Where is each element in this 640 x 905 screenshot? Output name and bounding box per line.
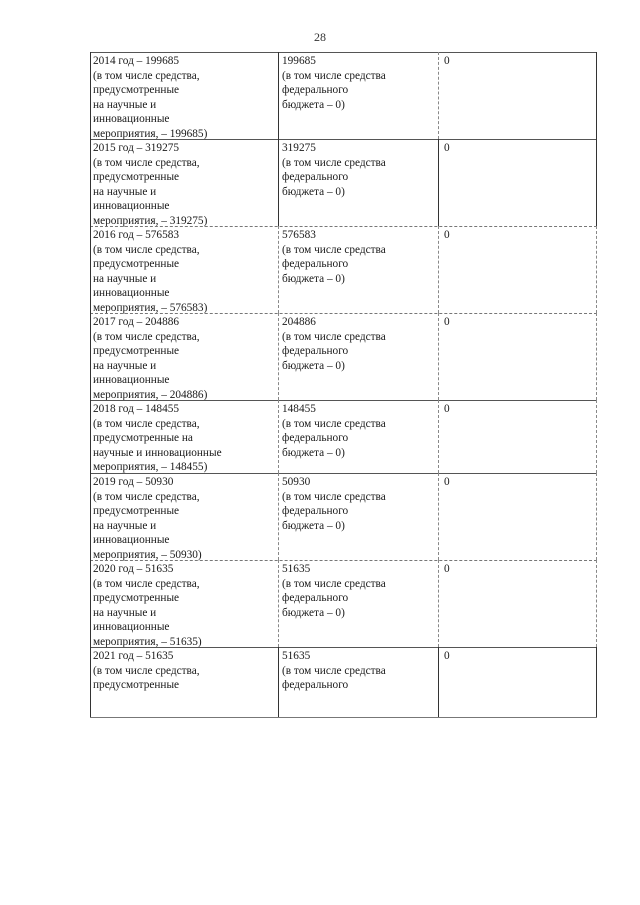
table-border xyxy=(278,226,279,313)
table-row xyxy=(90,226,597,313)
table-border xyxy=(596,226,597,313)
other-cell: 0 xyxy=(444,403,450,415)
federal-cell: 576583 (в том числе средства федерального бюджета – 0) xyxy=(282,229,386,285)
year-total-cell: 2014 год – 199685 (в том числе средства, предусмотренные на научные и инновационные мероприятия, – 199685) xyxy=(93,55,208,140)
table-bottom-border xyxy=(90,717,597,718)
table-border xyxy=(278,313,279,400)
other-cell: 0 xyxy=(444,563,450,575)
table-row xyxy=(90,313,597,400)
table-border xyxy=(438,313,439,400)
other-cell: 0 xyxy=(444,650,450,662)
table-row xyxy=(90,139,597,226)
table-border xyxy=(90,560,91,647)
table-border xyxy=(438,473,439,560)
federal-cell: 148455 (в том числе средства федерального бюджета – 0) xyxy=(282,403,386,459)
table-border xyxy=(90,226,91,313)
table-border xyxy=(90,313,91,400)
table-border xyxy=(278,400,279,473)
year-total-cell: 2021 год – 51635 (в том числе средства, предусмотренные xyxy=(93,650,200,691)
table-row xyxy=(90,647,597,717)
year-total-cell: 2020 год – 51635 (в том числе средства, предусмотренные на научные и инновационные мероприятия, – 51635) xyxy=(93,563,202,648)
other-cell: 0 xyxy=(444,476,450,488)
table-border xyxy=(90,473,91,560)
federal-cell: 199685 (в том числе средства федерального бюджета – 0) xyxy=(282,55,386,111)
table-row xyxy=(90,400,597,473)
table-border xyxy=(438,560,439,647)
table-border xyxy=(90,400,91,473)
table-border xyxy=(278,473,279,560)
table-border xyxy=(90,52,91,139)
table-border xyxy=(596,52,597,139)
table-border xyxy=(596,647,597,717)
other-cell: 0 xyxy=(444,229,450,241)
year-total-cell: 2017 год – 204886 (в том числе средства, предусмотренные на научные и инновационные мероприятия, – 204886) xyxy=(93,316,208,401)
table-border xyxy=(278,52,279,139)
table-border xyxy=(438,139,439,226)
table-border xyxy=(278,139,279,226)
table-border xyxy=(596,139,597,226)
year-total-cell: 2016 год – 576583 (в том числе средства, предусмотренные на научные и инновационные мероприятия, – 576583) xyxy=(93,229,208,314)
table-border xyxy=(90,647,91,717)
table-border xyxy=(278,560,279,647)
table-border xyxy=(596,560,597,647)
table-border xyxy=(438,647,439,717)
table-border xyxy=(438,400,439,473)
table-border xyxy=(438,52,439,139)
year-total-cell: 2018 год – 148455 (в том числе средства, предусмотренные на научные и инновационные мероприятия, – 148455) xyxy=(93,403,222,473)
federal-cell: 319275 (в том числе средства федерального бюджета – 0) xyxy=(282,142,386,198)
other-cell: 0 xyxy=(444,55,450,67)
table-border xyxy=(438,226,439,313)
table-row xyxy=(90,560,597,647)
table-border xyxy=(596,400,597,473)
table-border xyxy=(90,139,91,226)
year-total-cell: 2019 год – 50930 (в том числе средства, предусмотренные на научные и инновационные мероприятия, – 50930) xyxy=(93,476,202,561)
budget-table xyxy=(90,52,597,717)
federal-cell: 204886 (в том числе средства федерального бюджета – 0) xyxy=(282,316,386,372)
other-cell: 0 xyxy=(444,316,450,328)
table-border xyxy=(596,313,597,400)
federal-cell: 50930 (в том числе средства федерального бюджета – 0) xyxy=(282,476,386,532)
table-border xyxy=(596,473,597,560)
table-row xyxy=(90,52,597,139)
page-number: 28 xyxy=(314,30,326,44)
federal-cell: 51635 (в том числе средства федерального xyxy=(282,650,386,691)
table-border xyxy=(278,647,279,717)
other-cell: 0 xyxy=(444,142,450,154)
table-row xyxy=(90,473,597,560)
federal-cell: 51635 (в том числе средства федерального бюджета – 0) xyxy=(282,563,386,619)
year-total-cell: 2015 год – 319275 (в том числе средства, предусмотренные на научные и инновационные мероприятия, – 319275) xyxy=(93,142,208,227)
